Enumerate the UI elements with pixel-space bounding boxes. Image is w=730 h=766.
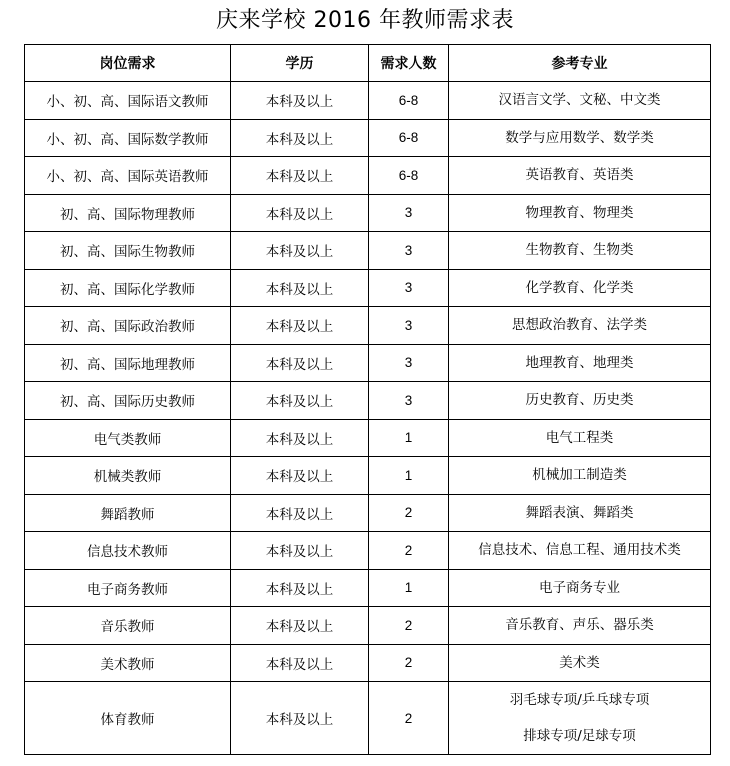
cell-education: 本科及以上 [231,82,369,120]
cell-majors [449,644,711,682]
table-row [25,307,711,345]
cell-count: 2 [369,682,449,755]
table-row [25,119,711,157]
major-line: 信息技术、信息工程、通用技术类 [478,542,681,559]
cell-position: 信息技术教师 [25,532,231,570]
table-row [25,382,711,420]
cell-majors [449,569,711,607]
major-line: 美术类 [559,654,600,671]
major-line: 羽毛球专项/乒乓球专项 [509,692,650,708]
major-line: 生物教育、生物类 [525,242,634,259]
cell-position: 初、高、国际化学教师 [25,269,231,307]
cell-position: 初、高、国际生物教师 [25,232,231,270]
cell-count: 3 [369,382,449,420]
cell-position: 初、高、国际地理教师 [25,344,231,382]
table-row [25,269,711,307]
cell-education: 本科及以上 [231,532,369,570]
cell-education: 本科及以上 [231,494,369,532]
cell-count: 3 [369,307,449,345]
table-row [25,82,711,120]
table-row [25,232,711,270]
table-row [25,344,711,382]
cell-majors [449,457,711,495]
cell-majors [449,494,711,532]
cell-position: 电气类教师 [25,419,231,457]
teacher-demand-table [24,44,711,755]
table-row [25,569,711,607]
cell-position: 小、初、高、国际语文教师 [25,82,231,120]
cell-position: 初、高、国际物理教师 [25,194,231,232]
header-position: 岗位需求 [25,45,231,82]
cell-majors [449,607,711,645]
cell-education: 本科及以上 [231,457,369,495]
cell-education: 本科及以上 [231,607,369,645]
cell-education: 本科及以上 [231,307,369,345]
table-row [25,419,711,457]
cell-education: 本科及以上 [231,194,369,232]
cell-count: 3 [369,232,449,270]
cell-education: 本科及以上 [231,419,369,457]
major-line: 英语教育、英语类 [525,167,634,184]
major-line: 排球专项/足球专项 [523,728,636,744]
cell-count: 6-8 [369,82,449,120]
major-line: 地理教育、地理类 [525,354,634,371]
major-line: 电子商务专业 [539,579,620,596]
cell-count: 3 [369,344,449,382]
cell-majors [449,119,711,157]
cell-education: 本科及以上 [231,644,369,682]
cell-majors [449,382,711,420]
cell-count: 2 [369,532,449,570]
major-line: 汉语言文学、文秘、中文类 [498,92,661,109]
cell-majors [449,82,711,120]
cell-majors [449,344,711,382]
cell-position: 电子商务教师 [25,569,231,607]
header-count: 需求人数 [369,45,449,82]
cell-position: 初、高、国际历史教师 [25,382,231,420]
cell-majors [449,307,711,345]
table-row [25,532,711,570]
page-title: 庆来学校 2016 年教师需求表 [216,8,514,33]
cell-position: 机械类教师 [25,457,231,495]
table-row [25,607,711,645]
table-row [25,457,711,495]
cell-education: 本科及以上 [231,682,369,755]
cell-education: 本科及以上 [231,569,369,607]
cell-count: 3 [369,269,449,307]
table-header-row [25,45,711,82]
cell-majors [449,232,711,270]
cell-position: 小、初、高、国际英语教师 [25,157,231,195]
header-education: 学历 [231,45,369,82]
cell-education: 本科及以上 [231,269,369,307]
cell-education: 本科及以上 [231,344,369,382]
table-body [25,82,711,755]
major-line: 思想政治教育、法学类 [512,317,647,334]
cell-count: 1 [369,419,449,457]
header-majors: 参考专业 [449,45,711,82]
major-line: 电气工程类 [545,429,614,446]
cell-count: 6-8 [369,157,449,195]
cell-majors [449,157,711,195]
cell-count: 1 [369,569,449,607]
cell-count: 2 [369,607,449,645]
cell-count: 3 [369,194,449,232]
cell-count: 2 [369,494,449,532]
table-row [25,494,711,532]
cell-majors [449,269,711,307]
table-row [25,157,711,195]
cell-majors [449,419,711,457]
major-line: 音乐教育、声乐、器乐类 [505,617,654,634]
major-line: 机械加工制造类 [532,467,627,484]
cell-education: 本科及以上 [231,157,369,195]
table-row [25,194,711,232]
cell-majors [449,532,711,570]
table-row [25,682,711,755]
major-line: 数学与应用数学、数学类 [505,129,654,146]
cell-count: 6-8 [369,119,449,157]
cell-education: 本科及以上 [231,119,369,157]
cell-position: 美术教师 [25,644,231,682]
major-line: 化学教育、化学类 [525,279,634,296]
table-row [25,644,711,682]
cell-position: 初、高、国际政治教师 [25,307,231,345]
cell-education: 本科及以上 [231,232,369,270]
major-line: 物理教育、物理类 [525,204,634,221]
cell-education: 本科及以上 [231,382,369,420]
cell-position: 舞蹈教师 [25,494,231,532]
cell-count: 1 [369,457,449,495]
major-line: 舞蹈表演、舞蹈类 [525,504,634,521]
cell-position: 体育教师 [25,682,231,755]
cell-position: 小、初、高、国际数学教师 [25,119,231,157]
cell-majors [449,194,711,232]
cell-majors [449,682,711,755]
cell-count: 2 [369,644,449,682]
cell-position: 音乐教师 [25,607,231,645]
major-line: 历史教育、历史类 [525,392,634,409]
